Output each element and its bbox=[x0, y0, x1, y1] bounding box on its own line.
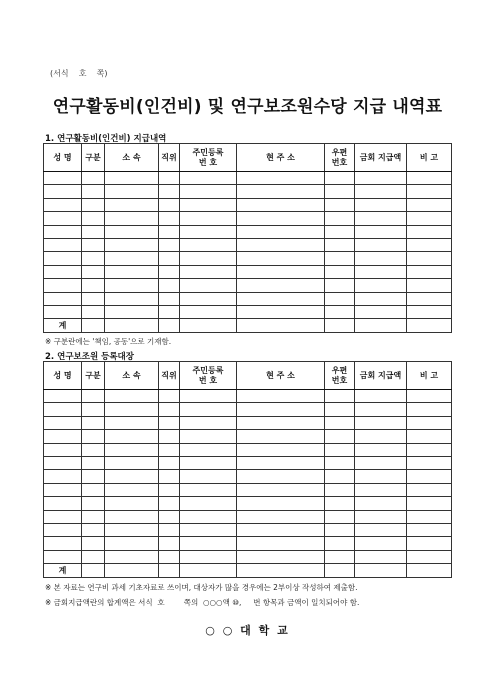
table-cell[interactable] bbox=[237, 172, 325, 185]
table-cell[interactable] bbox=[407, 430, 452, 443]
section1-table bbox=[43, 143, 452, 333]
table-cell[interactable] bbox=[105, 443, 159, 456]
table-cell[interactable] bbox=[82, 292, 105, 305]
table-cell[interactable] bbox=[325, 550, 355, 563]
table-row bbox=[44, 550, 452, 563]
table-cell[interactable] bbox=[237, 510, 325, 523]
table-cell[interactable] bbox=[44, 430, 82, 443]
table-cell[interactable] bbox=[159, 443, 180, 456]
table-cell[interactable] bbox=[237, 225, 325, 238]
table-row bbox=[44, 185, 452, 198]
table-cell[interactable] bbox=[159, 198, 180, 211]
table-cell[interactable] bbox=[82, 238, 105, 251]
table-cell[interactable] bbox=[407, 252, 452, 265]
table-row bbox=[44, 238, 452, 251]
section2-total-row bbox=[44, 564, 452, 578]
table-cell[interactable] bbox=[44, 456, 82, 469]
table-cell[interactable] bbox=[159, 550, 180, 563]
table-cell[interactable] bbox=[325, 225, 355, 238]
table-cell[interactable] bbox=[159, 523, 180, 536]
table-row bbox=[44, 305, 452, 318]
table-cell[interactable] bbox=[237, 523, 325, 536]
table-cell[interactable] bbox=[159, 510, 180, 523]
table-cell[interactable] bbox=[180, 523, 237, 536]
table-cell[interactable] bbox=[355, 430, 407, 443]
section1-col-header: 우편 번호 bbox=[325, 144, 355, 172]
table-cell[interactable] bbox=[180, 185, 237, 198]
table-row bbox=[44, 212, 452, 225]
table-cell[interactable] bbox=[82, 416, 105, 429]
table-row bbox=[44, 443, 452, 456]
table-cell[interactable] bbox=[44, 403, 82, 416]
table-row bbox=[44, 265, 452, 278]
table-cell[interactable] bbox=[325, 390, 355, 403]
table-cell[interactable] bbox=[180, 430, 237, 443]
table-cell[interactable] bbox=[105, 403, 159, 416]
table-cell[interactable] bbox=[355, 265, 407, 278]
table-cell[interactable] bbox=[44, 523, 82, 536]
table-cell[interactable] bbox=[105, 185, 159, 198]
table-cell[interactable] bbox=[325, 403, 355, 416]
section2-col-header: 금회 지급액 bbox=[355, 362, 407, 390]
table-cell[interactable] bbox=[237, 550, 325, 563]
table-cell[interactable] bbox=[180, 238, 237, 251]
table-cell[interactable] bbox=[82, 252, 105, 265]
university-name: ○ ○ 대 학 교 bbox=[205, 624, 290, 637]
table-cell[interactable] bbox=[355, 497, 407, 510]
table-cell[interactable] bbox=[44, 510, 82, 523]
section1-body bbox=[44, 172, 452, 333]
table-cell[interactable] bbox=[407, 319, 452, 333]
table-cell[interactable] bbox=[44, 292, 82, 305]
table-cell[interactable] bbox=[407, 305, 452, 318]
table-cell[interactable] bbox=[180, 537, 237, 550]
table-cell[interactable] bbox=[355, 292, 407, 305]
table-cell[interactable] bbox=[325, 430, 355, 443]
table-cell[interactable] bbox=[159, 430, 180, 443]
table-cell[interactable] bbox=[180, 319, 237, 333]
table-cell[interactable] bbox=[105, 225, 159, 238]
table-cell[interactable] bbox=[355, 456, 407, 469]
table-cell[interactable] bbox=[44, 198, 82, 211]
table-cell[interactable] bbox=[105, 292, 159, 305]
table-row bbox=[44, 483, 452, 496]
section2-table bbox=[43, 361, 452, 578]
table-cell[interactable] bbox=[407, 238, 452, 251]
table-cell[interactable] bbox=[355, 443, 407, 456]
table-cell[interactable] bbox=[325, 564, 355, 578]
table-cell[interactable] bbox=[407, 456, 452, 469]
table-cell[interactable] bbox=[180, 225, 237, 238]
table-cell[interactable] bbox=[407, 537, 452, 550]
table-cell[interactable] bbox=[325, 252, 355, 265]
table-cell[interactable] bbox=[237, 497, 325, 510]
table-cell[interactable] bbox=[159, 456, 180, 469]
section2-col-header: 비 고 bbox=[407, 362, 452, 390]
table-row bbox=[44, 292, 452, 305]
table-cell[interactable] bbox=[105, 497, 159, 510]
table-cell[interactable] bbox=[355, 319, 407, 333]
table-cell[interactable] bbox=[355, 523, 407, 536]
section1-note: ※ 구분란에는 '책임, 공동'으로 기재함. bbox=[45, 337, 172, 346]
table-row bbox=[44, 198, 452, 211]
table-cell[interactable] bbox=[105, 319, 159, 333]
table-cell[interactable] bbox=[355, 305, 407, 318]
section1-header-row bbox=[44, 144, 452, 172]
table-cell[interactable] bbox=[44, 443, 82, 456]
table-cell[interactable] bbox=[407, 470, 452, 483]
table-cell[interactable] bbox=[407, 483, 452, 496]
table-cell[interactable] bbox=[325, 497, 355, 510]
table-cell[interactable] bbox=[180, 292, 237, 305]
table-cell[interactable] bbox=[159, 172, 180, 185]
table-cell[interactable] bbox=[237, 564, 325, 578]
section2-total-label: 계 bbox=[44, 564, 82, 578]
table-cell[interactable] bbox=[44, 537, 82, 550]
table-cell[interactable] bbox=[82, 564, 105, 578]
table-cell[interactable] bbox=[159, 292, 180, 305]
table-cell[interactable] bbox=[159, 305, 180, 318]
table-cell[interactable] bbox=[325, 279, 355, 292]
table-cell[interactable] bbox=[355, 185, 407, 198]
table-cell[interactable] bbox=[237, 305, 325, 318]
table-cell[interactable] bbox=[82, 430, 105, 443]
table-cell[interactable] bbox=[325, 238, 355, 251]
table-cell[interactable] bbox=[407, 443, 452, 456]
section2-col-header: 구분 bbox=[82, 362, 105, 390]
table-cell[interactable] bbox=[237, 403, 325, 416]
table-cell[interactable] bbox=[237, 456, 325, 469]
table-cell[interactable] bbox=[407, 172, 452, 185]
table-cell[interactable] bbox=[180, 443, 237, 456]
table-cell[interactable] bbox=[105, 470, 159, 483]
table-cell[interactable] bbox=[355, 564, 407, 578]
table-cell[interactable] bbox=[82, 319, 105, 333]
table-cell[interactable] bbox=[105, 550, 159, 563]
table-cell[interactable] bbox=[407, 212, 452, 225]
table-row bbox=[44, 510, 452, 523]
table-cell[interactable] bbox=[159, 564, 180, 578]
table-cell[interactable] bbox=[159, 279, 180, 292]
table-cell[interactable] bbox=[325, 470, 355, 483]
section1-col-header: 성 명 bbox=[44, 144, 82, 172]
table-cell[interactable] bbox=[180, 198, 237, 211]
footnote-2: ※ 금회지급액란의 합계액은 서식 호 쪽의 ○○○액 ⑩, 번 항목과 금액이 일치되어야 함. bbox=[45, 598, 360, 607]
table-cell[interactable] bbox=[407, 497, 452, 510]
section1-title: 1. 연구활동비(인건비) 지급내역 bbox=[45, 134, 167, 144]
section2-col-header: 현 주 소 bbox=[237, 362, 325, 390]
table-cell[interactable] bbox=[355, 238, 407, 251]
table-cell[interactable] bbox=[325, 483, 355, 496]
table-cell[interactable] bbox=[180, 252, 237, 265]
table-row bbox=[44, 470, 452, 483]
table-cell[interactable] bbox=[82, 265, 105, 278]
table-cell[interactable] bbox=[105, 390, 159, 403]
section2-col-header: 성 명 bbox=[44, 362, 82, 390]
table-cell[interactable] bbox=[82, 390, 105, 403]
table-cell[interactable] bbox=[407, 292, 452, 305]
table-cell[interactable] bbox=[82, 172, 105, 185]
table-cell[interactable] bbox=[355, 198, 407, 211]
table-cell[interactable] bbox=[325, 416, 355, 429]
table-cell[interactable] bbox=[105, 564, 159, 578]
table-cell[interactable] bbox=[44, 212, 82, 225]
table-cell[interactable] bbox=[44, 265, 82, 278]
table-cell[interactable] bbox=[355, 416, 407, 429]
table-cell[interactable] bbox=[44, 279, 82, 292]
table-row bbox=[44, 416, 452, 429]
table-cell[interactable] bbox=[407, 550, 452, 563]
table-cell[interactable] bbox=[44, 252, 82, 265]
table-cell[interactable] bbox=[82, 279, 105, 292]
table-cell[interactable] bbox=[325, 172, 355, 185]
table-cell[interactable] bbox=[237, 470, 325, 483]
section1-col-header: 주민등록 번 호 bbox=[180, 144, 237, 172]
table-cell[interactable] bbox=[180, 212, 237, 225]
table-cell[interactable] bbox=[159, 483, 180, 496]
table-cell[interactable] bbox=[407, 225, 452, 238]
table-cell[interactable] bbox=[237, 483, 325, 496]
table-cell[interactable] bbox=[44, 416, 82, 429]
table-cell[interactable] bbox=[180, 172, 237, 185]
table-cell[interactable] bbox=[159, 185, 180, 198]
table-cell[interactable] bbox=[237, 252, 325, 265]
table-cell[interactable] bbox=[180, 390, 237, 403]
table-cell[interactable] bbox=[180, 550, 237, 563]
table-row bbox=[44, 225, 452, 238]
table-cell[interactable] bbox=[82, 470, 105, 483]
table-cell[interactable] bbox=[159, 265, 180, 278]
table-cell[interactable] bbox=[105, 456, 159, 469]
table-cell[interactable] bbox=[105, 279, 159, 292]
table-cell[interactable] bbox=[237, 265, 325, 278]
table-cell[interactable] bbox=[105, 510, 159, 523]
table-cell[interactable] bbox=[44, 305, 82, 318]
table-cell[interactable] bbox=[325, 443, 355, 456]
table-cell[interactable] bbox=[355, 403, 407, 416]
table-cell[interactable] bbox=[44, 550, 82, 563]
table-cell[interactable] bbox=[82, 225, 105, 238]
table-cell[interactable] bbox=[355, 550, 407, 563]
table-cell[interactable] bbox=[159, 390, 180, 403]
section1-total-label: 계 bbox=[44, 319, 82, 333]
section1-col-header: 소 속 bbox=[105, 144, 159, 172]
table-cell[interactable] bbox=[105, 416, 159, 429]
table-cell[interactable] bbox=[355, 537, 407, 550]
table-cell[interactable] bbox=[82, 185, 105, 198]
table-row bbox=[44, 497, 452, 510]
table-cell[interactable] bbox=[159, 319, 180, 333]
table-cell[interactable] bbox=[407, 416, 452, 429]
table-cell[interactable] bbox=[237, 185, 325, 198]
table-cell[interactable] bbox=[180, 305, 237, 318]
table-cell[interactable] bbox=[105, 238, 159, 251]
table-cell[interactable] bbox=[82, 456, 105, 469]
table-cell[interactable] bbox=[180, 497, 237, 510]
section2-col-header: 주민등록 번 호 bbox=[180, 362, 237, 390]
section2-title: 2. 연구보조원 등록대장 bbox=[45, 352, 134, 362]
table-cell[interactable] bbox=[237, 279, 325, 292]
table-cell[interactable] bbox=[82, 523, 105, 536]
table-cell[interactable] bbox=[237, 443, 325, 456]
table-cell[interactable] bbox=[44, 238, 82, 251]
table-cell[interactable] bbox=[159, 403, 180, 416]
table-cell[interactable] bbox=[180, 265, 237, 278]
table-cell[interactable] bbox=[237, 238, 325, 251]
table-cell[interactable] bbox=[407, 523, 452, 536]
table-cell[interactable] bbox=[180, 470, 237, 483]
table-cell[interactable] bbox=[325, 510, 355, 523]
table-cell[interactable] bbox=[159, 537, 180, 550]
table-cell[interactable] bbox=[159, 225, 180, 238]
table-cell[interactable] bbox=[237, 537, 325, 550]
table-cell[interactable] bbox=[180, 279, 237, 292]
table-row bbox=[44, 403, 452, 416]
table-cell[interactable] bbox=[105, 523, 159, 536]
table-cell[interactable] bbox=[237, 198, 325, 211]
table-cell[interactable] bbox=[407, 279, 452, 292]
table-cell[interactable] bbox=[355, 172, 407, 185]
table-cell[interactable] bbox=[159, 497, 180, 510]
section2-header-row bbox=[44, 362, 452, 390]
table-cell[interactable] bbox=[407, 510, 452, 523]
table-cell[interactable] bbox=[325, 198, 355, 211]
table-cell[interactable] bbox=[407, 265, 452, 278]
section1-total-row bbox=[44, 319, 452, 333]
table-cell[interactable] bbox=[82, 305, 105, 318]
table-cell[interactable] bbox=[105, 265, 159, 278]
section2-col-header: 직위 bbox=[159, 362, 180, 390]
table-row bbox=[44, 537, 452, 550]
table-row bbox=[44, 456, 452, 469]
table-cell[interactable] bbox=[325, 319, 355, 333]
table-cell[interactable] bbox=[44, 390, 82, 403]
section1-col-header: 금회 지급액 bbox=[355, 144, 407, 172]
section1-col-header: 구분 bbox=[82, 144, 105, 172]
table-cell[interactable] bbox=[82, 198, 105, 211]
section2-col-header: 소 속 bbox=[105, 362, 159, 390]
table-cell[interactable] bbox=[105, 305, 159, 318]
table-cell[interactable] bbox=[180, 403, 237, 416]
table-row bbox=[44, 430, 452, 443]
section2-col-header: 우편 번호 bbox=[325, 362, 355, 390]
table-cell[interactable] bbox=[237, 292, 325, 305]
table-cell[interactable] bbox=[159, 212, 180, 225]
table-cell[interactable] bbox=[159, 252, 180, 265]
table-cell[interactable] bbox=[44, 497, 82, 510]
table-cell[interactable] bbox=[82, 497, 105, 510]
table-cell[interactable] bbox=[82, 403, 105, 416]
table-cell[interactable] bbox=[325, 523, 355, 536]
table-cell[interactable] bbox=[325, 456, 355, 469]
table-cell[interactable] bbox=[407, 185, 452, 198]
table-cell[interactable] bbox=[237, 416, 325, 429]
table-cell[interactable] bbox=[180, 564, 237, 578]
table-cell[interactable] bbox=[325, 185, 355, 198]
table-cell[interactable] bbox=[44, 172, 82, 185]
table-cell[interactable] bbox=[355, 225, 407, 238]
table-cell[interactable] bbox=[82, 212, 105, 225]
table-row bbox=[44, 523, 452, 536]
table-cell[interactable] bbox=[105, 430, 159, 443]
table-cell[interactable] bbox=[407, 390, 452, 403]
table-cell[interactable] bbox=[237, 430, 325, 443]
table-cell[interactable] bbox=[355, 483, 407, 496]
table-row bbox=[44, 279, 452, 292]
table-cell[interactable] bbox=[180, 483, 237, 496]
table-cell[interactable] bbox=[407, 564, 452, 578]
table-cell[interactable] bbox=[105, 252, 159, 265]
table-cell[interactable] bbox=[325, 305, 355, 318]
table-cell[interactable] bbox=[105, 483, 159, 496]
table-cell[interactable] bbox=[82, 510, 105, 523]
table-cell[interactable] bbox=[325, 292, 355, 305]
table-cell[interactable] bbox=[180, 416, 237, 429]
section1-col-header: 직위 bbox=[159, 144, 180, 172]
table-cell[interactable] bbox=[355, 470, 407, 483]
table-cell[interactable] bbox=[355, 252, 407, 265]
table-cell[interactable] bbox=[44, 470, 82, 483]
page-title: 연구활동비(인건비) 및 연구보조원수당 지급 내역표 bbox=[52, 97, 443, 117]
table-cell[interactable] bbox=[407, 198, 452, 211]
table-cell[interactable] bbox=[105, 537, 159, 550]
section1-col-header: 현 주 소 bbox=[237, 144, 325, 172]
table-cell[interactable] bbox=[325, 537, 355, 550]
table-cell[interactable] bbox=[82, 550, 105, 563]
table-cell[interactable] bbox=[159, 238, 180, 251]
section1-col-header: 비 고 bbox=[407, 144, 452, 172]
form-number: (서식 호 쪽) bbox=[50, 69, 108, 78]
table-cell[interactable] bbox=[180, 510, 237, 523]
table-row bbox=[44, 172, 452, 185]
table-cell[interactable] bbox=[44, 225, 82, 238]
table-cell[interactable] bbox=[44, 185, 82, 198]
table-cell[interactable] bbox=[237, 390, 325, 403]
table-cell[interactable] bbox=[105, 212, 159, 225]
table-cell[interactable] bbox=[82, 483, 105, 496]
table-cell[interactable] bbox=[237, 212, 325, 225]
table-row bbox=[44, 252, 452, 265]
table-cell[interactable] bbox=[355, 390, 407, 403]
table-row bbox=[44, 390, 452, 403]
table-cell[interactable] bbox=[180, 456, 237, 469]
table-cell[interactable] bbox=[355, 279, 407, 292]
table-cell[interactable] bbox=[355, 212, 407, 225]
table-cell[interactable] bbox=[407, 403, 452, 416]
table-cell[interactable] bbox=[325, 212, 355, 225]
table-cell[interactable] bbox=[82, 443, 105, 456]
table-cell[interactable] bbox=[105, 172, 159, 185]
table-cell[interactable] bbox=[159, 470, 180, 483]
table-cell[interactable] bbox=[44, 483, 82, 496]
table-cell[interactable] bbox=[82, 537, 105, 550]
footnote-1: ※ 본 자료는 연구비 과세 기초자료로 쓰이며, 대상자가 많을 경우에는 2부이상 작성하여 제출함. bbox=[45, 583, 358, 592]
table-cell[interactable] bbox=[105, 198, 159, 211]
table-cell[interactable] bbox=[355, 510, 407, 523]
table-cell[interactable] bbox=[237, 319, 325, 333]
section2-body bbox=[44, 390, 452, 578]
table-cell[interactable] bbox=[325, 265, 355, 278]
table-cell[interactable] bbox=[159, 416, 180, 429]
